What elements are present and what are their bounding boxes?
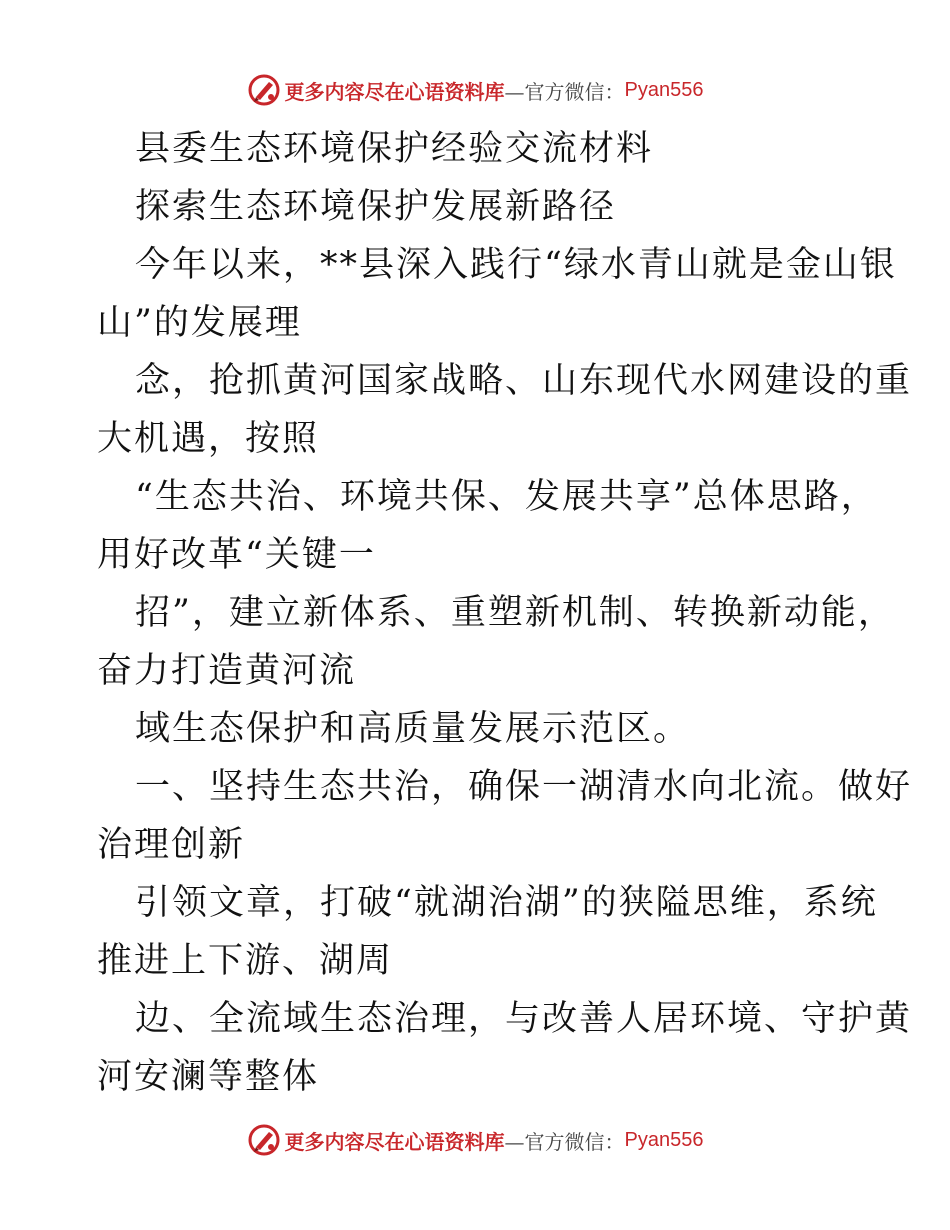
doc-line: 山”的发展理 — [97, 303, 302, 343]
doc-line: 一、坚持生态共治，确保一湖清水向北流。做好 — [135, 767, 913, 807]
banner-main-text: 更多内容尽在心语资料库 — [284, 1129, 505, 1154]
footer-banner — [0, 1120, 950, 1160]
doc-line: 用好改革“关键一 — [97, 535, 376, 575]
pen-logo-icon — [247, 73, 281, 107]
doc-line: 引领文章，打破“就湖治湖”的狭隘思维，系统 — [135, 883, 878, 923]
doc-line: 域生态保护和高质量发展示范区。 — [135, 709, 691, 749]
doc-line: 县委生态环境保护经验交流材料 — [135, 129, 654, 169]
header-banner — [0, 70, 950, 110]
banner-separator-text: —官方微信： — [504, 1129, 625, 1154]
doc-line: 大机遇，按照 — [97, 419, 320, 459]
doc-line: 河安澜等整体 — [97, 1057, 320, 1097]
doc-line: 探索生态环境保护发展新路径 — [135, 187, 617, 227]
banner-wechat-id: Pyan556 — [624, 1128, 704, 1151]
doc-line: 推进上下游、湖周 — [97, 941, 394, 981]
doc-line: 招”，建立新体系、重塑新机制、转换新动能， — [135, 593, 895, 633]
doc-line: 今年以来，**县深入践行“绿水青山就是金山银 — [135, 245, 897, 285]
banner-separator-text: —官方微信： — [504, 79, 625, 104]
doc-line: “生态共治、环境共保、发展共享”总体思路， — [135, 477, 878, 517]
doc-line: 念，抢抓黄河国家战略、山东现代水网建设的重 — [135, 361, 913, 401]
pen-logo-icon — [247, 1123, 281, 1157]
document-body — [97, 120, 913, 1106]
doc-line: 治理创新 — [97, 825, 246, 865]
banner-main-text: 更多内容尽在心语资料库 — [284, 79, 505, 104]
doc-line: 奋力打造黄河流 — [97, 651, 357, 691]
doc-line: 边、全流域生态治理，与改善人居环境、守护黄 — [135, 999, 913, 1039]
banner-wechat-id: Pyan556 — [624, 78, 704, 101]
